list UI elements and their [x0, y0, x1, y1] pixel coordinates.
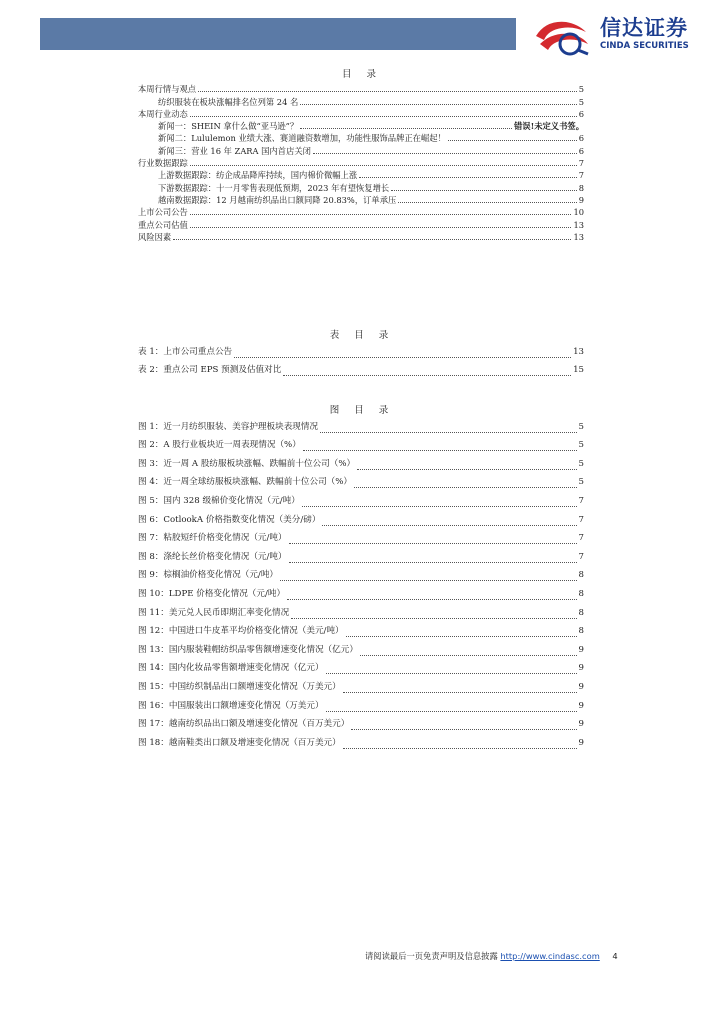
table-list-entry[interactable]: [138, 361, 584, 380]
toc-entry-page: 6: [578, 145, 584, 156]
toc-entry[interactable]: [138, 218, 584, 230]
table-list-entry-label: 表 2：重点公司 EPS 预测及估值对比: [138, 365, 282, 376]
figure-list-entry-page: 7: [578, 533, 584, 544]
brand: [600, 17, 689, 51]
tables-title: 表 目 录: [329, 330, 395, 341]
figure-list-entry-label: 图 7：粘胶短纤价格变化情况（元/吨）: [138, 533, 287, 544]
figure-list-entry-label: 图 9：棕榈油价格变化情况（元/吨）: [138, 570, 279, 581]
dot-leader: [289, 562, 577, 563]
toc-entry[interactable]: [138, 169, 584, 181]
figure-list-entry[interactable]: [138, 417, 584, 436]
figure-list-entry-label: 图 10：LDPE 价格变化情况（元/吨）: [138, 588, 286, 599]
dot-leader: [398, 202, 576, 203]
toc-entry-label: 本周行业动态: [138, 108, 188, 119]
toc-entry-page: 错误!未定义书签。: [513, 121, 584, 132]
dot-leader: [351, 729, 576, 730]
dot-leader: [291, 618, 576, 619]
toc-entry-label: 新闻一：SHEIN 拿什么做“亚马逊”？: [158, 121, 299, 132]
table-list-entry-label: 表 1：上市公司重点公告: [138, 346, 233, 357]
dot-leader: [313, 153, 577, 154]
dot-leader: [320, 432, 576, 433]
figure-list-entry-page: 9: [578, 663, 584, 674]
toc-entry-label: 重点公司估值: [138, 219, 188, 230]
dot-leader: [190, 116, 577, 117]
dot-leader: [283, 375, 571, 376]
figure-list-entry-page: 9: [578, 644, 584, 655]
figure-list-entry[interactable]: [138, 640, 584, 659]
dot-leader: [280, 580, 577, 581]
figure-list-entry-label: 图 3：近一周 A 股纺服板块涨幅、跌幅前十位公司（%）: [138, 458, 356, 469]
figure-list-entry-page: 9: [578, 719, 584, 730]
table-list-entry-page: 13: [573, 346, 584, 357]
toc-entry-page: 13: [573, 219, 584, 230]
dot-leader: [343, 748, 577, 749]
figure-list-entry[interactable]: [138, 566, 584, 585]
toc-entry-label: 新闻二：Lululemon 业绩大涨、赛道融资数增加，功能性服饰品牌正在崛起！: [158, 133, 446, 144]
figure-list-entry[interactable]: [138, 510, 584, 529]
dot-leader: [300, 128, 512, 129]
figure-list-entry[interactable]: [138, 677, 584, 696]
figure-list-entry[interactable]: [138, 454, 584, 473]
dot-leader: [190, 165, 577, 166]
footer-url-link[interactable]: http://www.cindasc.com: [500, 951, 600, 961]
figure-list-entry-label: 图 8：涤纶长丝价格变化情况（元/吨）: [138, 551, 287, 562]
figure-list-entry-page: 5: [578, 458, 584, 469]
figures-list: [138, 417, 584, 752]
figure-list-entry-page: 8: [578, 570, 584, 581]
toc-entry[interactable]: [138, 231, 584, 243]
toc-entry-page: 6: [578, 108, 584, 119]
figure-list-entry[interactable]: [138, 696, 584, 715]
toc-entry[interactable]: [138, 108, 584, 120]
toc-entry-label: 纺织服装在板块涨幅排名位列第 24 名: [158, 96, 299, 107]
toc-entry[interactable]: [138, 95, 584, 107]
figure-list-entry-label: 图 17：越南纺织品出口额及增速变化情况（百万美元）: [138, 719, 350, 730]
figure-list-entry-page: 8: [578, 588, 584, 599]
dot-leader: [234, 357, 571, 358]
figure-list-entry[interactable]: [138, 603, 584, 622]
dot-leader: [198, 91, 577, 92]
toc-entry-page: 9: [578, 194, 584, 205]
figure-list-entry-label: 图 2：A 股行业板块近一周表现情况（%）: [138, 440, 301, 451]
toc-entry-page: 5: [578, 96, 584, 107]
figure-list-entry-page: 8: [578, 607, 584, 618]
dot-leader: [391, 190, 577, 191]
dot-leader: [354, 487, 577, 488]
table-list-entry-page: 15: [573, 365, 584, 376]
toc-entry-label: 上游数据跟踪：纺企成品降库持续，国内棉价微幅上涨: [158, 170, 358, 181]
figure-list-entry[interactable]: [138, 733, 584, 752]
toc-title: 目 录: [341, 69, 383, 80]
figure-list-entry[interactable]: [138, 547, 584, 566]
toc-entry[interactable]: [138, 132, 584, 144]
dot-leader: [357, 469, 576, 470]
toc-entry[interactable]: [138, 194, 584, 206]
dot-leader: [322, 525, 576, 526]
dot-leader: [326, 711, 577, 712]
figure-list-entry-page: 9: [578, 737, 584, 748]
figure-list-entry-page: 7: [578, 514, 584, 525]
dot-leader: [448, 140, 577, 141]
dot-leader: [287, 599, 576, 600]
figure-list-entry-page: 7: [578, 551, 584, 562]
toc-entry-page: 10: [573, 207, 584, 218]
figure-list-entry-label: 图 14：国内化妆品零售额增速变化情况（亿元）: [138, 663, 324, 674]
dot-leader: [346, 636, 577, 637]
dot-leader: [343, 692, 577, 693]
dot-leader: [326, 673, 577, 674]
toc-list: [138, 83, 584, 243]
toc-entry-label: 行业数据跟踪: [138, 158, 188, 169]
toc-entry-label: 下游数据跟踪：十一月零售表现低预期，2023 年有望恢复增长: [158, 182, 390, 193]
figure-list-entry-page: 5: [578, 477, 584, 488]
toc-entry-page: 13: [573, 231, 584, 242]
toc-entry-page: 7: [578, 170, 584, 181]
table-list-entry[interactable]: [138, 342, 584, 361]
figure-list-entry-label: 图 18：越南鞋类出口额及增速变化情况（百万美元）: [138, 737, 341, 748]
figure-list-entry[interactable]: [138, 584, 584, 603]
figure-list-entry[interactable]: [138, 436, 584, 455]
toc-entry-label: 风险因素: [138, 231, 172, 242]
figure-list-entry-label: 图 1：近一月纺织服装、美容护理板块表现情况: [138, 421, 319, 432]
toc-entry[interactable]: [138, 83, 584, 95]
toc-entry[interactable]: [138, 157, 584, 169]
toc-entry-label: 新闻三：营业 16 年 ZARA 国内首店关闭: [158, 145, 311, 156]
figure-list-entry[interactable]: [138, 622, 584, 641]
brand-name-en: CINDA SECURITIES: [600, 41, 689, 51]
dot-leader: [359, 177, 577, 178]
toc-entry-label: 本周行情与观点: [138, 84, 197, 95]
figure-list-entry-label: 图 12：中国进口牛皮革平均价格变化情况（美元/吨）: [138, 626, 344, 637]
toc-entry-label: 越南数据跟踪：12 月越南纺织品出口额同降 20.83%，订单承压: [158, 194, 397, 205]
toc-entry-page: 5: [578, 84, 584, 95]
toc-entry-page: 7: [578, 158, 584, 169]
figure-list-entry[interactable]: [138, 659, 584, 678]
figure-list-entry-page: 5: [578, 440, 584, 451]
header-bar: [40, 18, 516, 50]
dot-leader: [300, 104, 576, 105]
figure-list-entry-label: 图 13：国内服装鞋帽纺织品零售额增速变化情况（亿元）: [138, 644, 358, 655]
toc-entry[interactable]: [138, 144, 584, 156]
figure-list-entry-page: 8: [578, 626, 584, 637]
dot-leader: [303, 450, 577, 451]
toc-entry[interactable]: [138, 206, 584, 218]
figure-list-entry-page: 7: [578, 495, 584, 506]
brand-name-cn: 信达证券: [600, 16, 688, 40]
toc-entry[interactable]: [138, 181, 584, 193]
dot-leader: [289, 543, 577, 544]
page-number: 4: [612, 951, 618, 961]
footer-disclaimer: 请阅读最后一页免责声明及信息披露: [365, 951, 498, 961]
figure-list-entry-page: 9: [578, 700, 584, 711]
figure-list-entry[interactable]: [138, 473, 584, 492]
toc-entry-label: 上市公司公告: [138, 207, 188, 218]
dot-leader: [173, 239, 571, 240]
figure-list-entry-label: 图 5：国内 328 级棉价变化情况（元/吨）: [138, 495, 300, 506]
dot-leader: [360, 655, 577, 656]
toc-entry-page: 8: [578, 182, 584, 193]
figure-list-entry-page: 5: [578, 421, 584, 432]
figures-title: 图 目 录: [329, 405, 395, 416]
figure-list-entry-label: 图 4：近一周全球纺服板块涨幅、跌幅前十位公司（%）: [138, 477, 353, 488]
tables-list: [138, 342, 584, 379]
dot-leader: [302, 506, 577, 507]
figure-list-entry[interactable]: [138, 491, 584, 510]
figure-list-entry-label: 图 11：美元兑人民币即期汇率变化情况: [138, 607, 290, 618]
footer: [365, 950, 618, 962]
figure-list-entry[interactable]: [138, 715, 584, 734]
toc-entry-page: 6: [578, 133, 584, 144]
dot-leader: [190, 227, 572, 228]
toc-entry[interactable]: [138, 120, 584, 132]
figure-list-entry-label: 图 6：CotlookA 价格指数变化情况（美分/磅）: [138, 514, 321, 525]
figure-list-entry-label: 图 15：中国纺织制品出口额增速变化情况（万美元）: [138, 681, 341, 692]
dot-leader: [190, 214, 572, 215]
figure-list-entry-label: 图 16：中国服装出口额增速变化情况（万美元）: [138, 700, 324, 711]
figure-list-entry-page: 9: [578, 681, 584, 692]
figure-list-entry[interactable]: [138, 529, 584, 548]
